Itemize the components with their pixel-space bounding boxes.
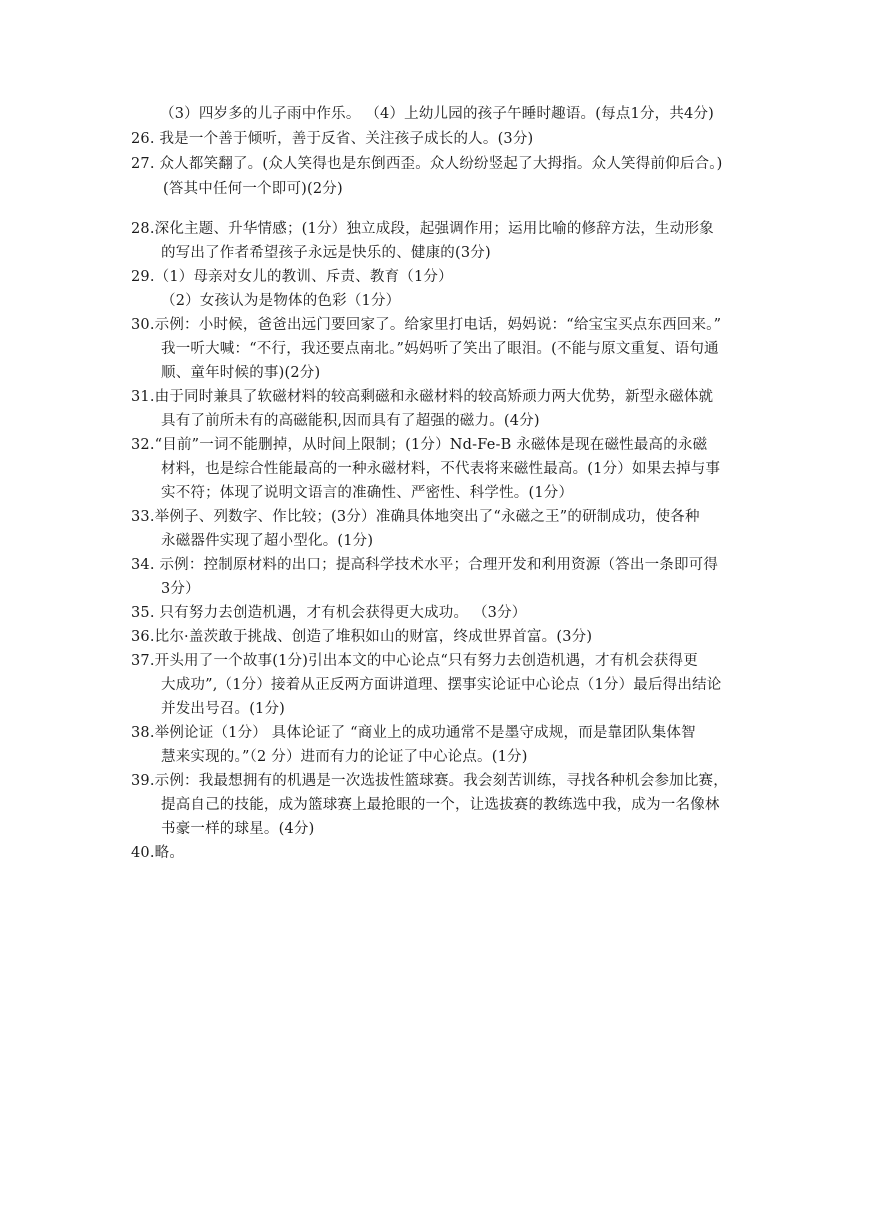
answer-line-34: 34. 示例：控制原材料的出口；提高科学技术水平；合理开发和利用资源（答出一条即可得 <box>131 557 719 573</box>
answer-line-35: 35. 只有努力去创造机遇，才有机会获得更大成功。 （3分） <box>131 605 527 621</box>
answer-line-38-cont: 慧来实现的。”（2 分）进而有力的论证了中心论点。(1分) <box>161 749 528 765</box>
answer-line-39: 39.示例：我最想拥有的机遇是一次选拔性篮球赛。我会刻苦训练，寻找各种机会参加比赛， <box>131 773 728 789</box>
answer-line-26: 26. 我是一个善于倾听，善于反省、关注孩子成长的人。(3分) <box>131 131 534 147</box>
answer-line-30-cont2: 顺、童年时候的事)(2分) <box>161 365 321 381</box>
answer-line-28-cont: 的写出了作者希望孩子永远是快乐的、健康的(3分) <box>161 245 491 261</box>
answer-line-39-cont1: 提高自己的技能，成为篮球赛上最抢眼的一个，让选拔赛的教练选中我，成为一名像林 <box>161 797 720 813</box>
answer-line-32-cont1: 材料，也是综合性能最高的一种永磁材料，不代表将来磁性最高。(1分）如果去掉与事 <box>161 461 721 477</box>
answer-line-29-sub2: （2）女孩认为是物体的色彩（1分） <box>161 293 401 309</box>
answer-line-37-cont1: 大成功”,（1分）接着从正反两方面讲道理、摆事实论证中心论点（1分）最后得出结论 <box>161 677 722 693</box>
answer-line-36: 36.比尔·盖茨敢于挑战、创造了堆积如山的财富，终成世界首富。(3分) <box>131 629 593 645</box>
answer-line-31: 31.由于同时兼具了软磁材料的较高剩磁和永磁材料的较高矫顽力两大优势，新型永磁体就 <box>131 389 714 405</box>
answer-line-34-cont: 3分） <box>161 581 200 597</box>
answer-line-40: 40.略。 <box>131 845 185 861</box>
answer-line-28: 28.深化主题、升华情感；(1分）独立成段，起强调作用；运用比喻的修辞方法，生动形象 <box>131 221 714 237</box>
answer-line-32: 32.“目前”一词不能删掉，从时间上限制；(1分）Nd-Fe-B 永磁体是现在磁性最高的永磁 <box>131 437 708 453</box>
answer-line-37-cont2: 并发出号召。(1分) <box>161 701 286 717</box>
answer-line-33-cont: 永磁器件实现了超小型化。(1分) <box>161 533 374 549</box>
answer-line-33: 33.举例子、列数字、作比较；(3分）准确具体地突出了“永磁之王”的研制成功，使各种 <box>131 509 700 525</box>
answer-line-29: 29.（1）母亲对女儿的教训、斥责、教育（1分） <box>131 269 453 285</box>
answer-line-27: 27. 众人都笑翻了。(众人笑得也是东倒西歪。众人纷纷竖起了大拇指。众人笑得前仰后合。) <box>131 156 723 172</box>
answer-line-32-cont2: 实不符；体现了说明文语言的准确性、严密性、科学性。(1分） <box>161 485 574 501</box>
answer-line-37: 37.开头用了一个故事(1分)引出本文的中心论点“只有努力去创造机遇，才有机会获得更 <box>131 653 698 669</box>
answer-line-39-cont2: 书豪一样的球星。(4分) <box>161 821 315 837</box>
answer-line-31-cont: 具有了前所未有的高磁能积,因而具有了超强的磁力。(4分) <box>161 413 540 429</box>
answer-line-27-cont: (答其中任何一个即可)(2分) <box>163 181 343 197</box>
answer-line-30: 30.示例：小时候，爸爸出远门要回家了。给家里打电话，妈妈说：“给宝宝买点东西回来。” <box>131 317 722 333</box>
answer-line-25-part: （3）四岁多的儿子雨中作乐。 （4）上幼儿园的孩子午睡时趣语。(每点1分，共4分) <box>160 106 715 122</box>
answer-line-38: 38.举例论证（1分） 具体论证了 “商业上的成功通常不是墨守成规，而是靠团队集体智 <box>131 725 696 741</box>
answer-line-30-cont1: 我一听大喊：“不行，我还要点南北。”妈妈听了笑出了眼泪。(不能与原文重复、语句通 <box>161 341 719 357</box>
